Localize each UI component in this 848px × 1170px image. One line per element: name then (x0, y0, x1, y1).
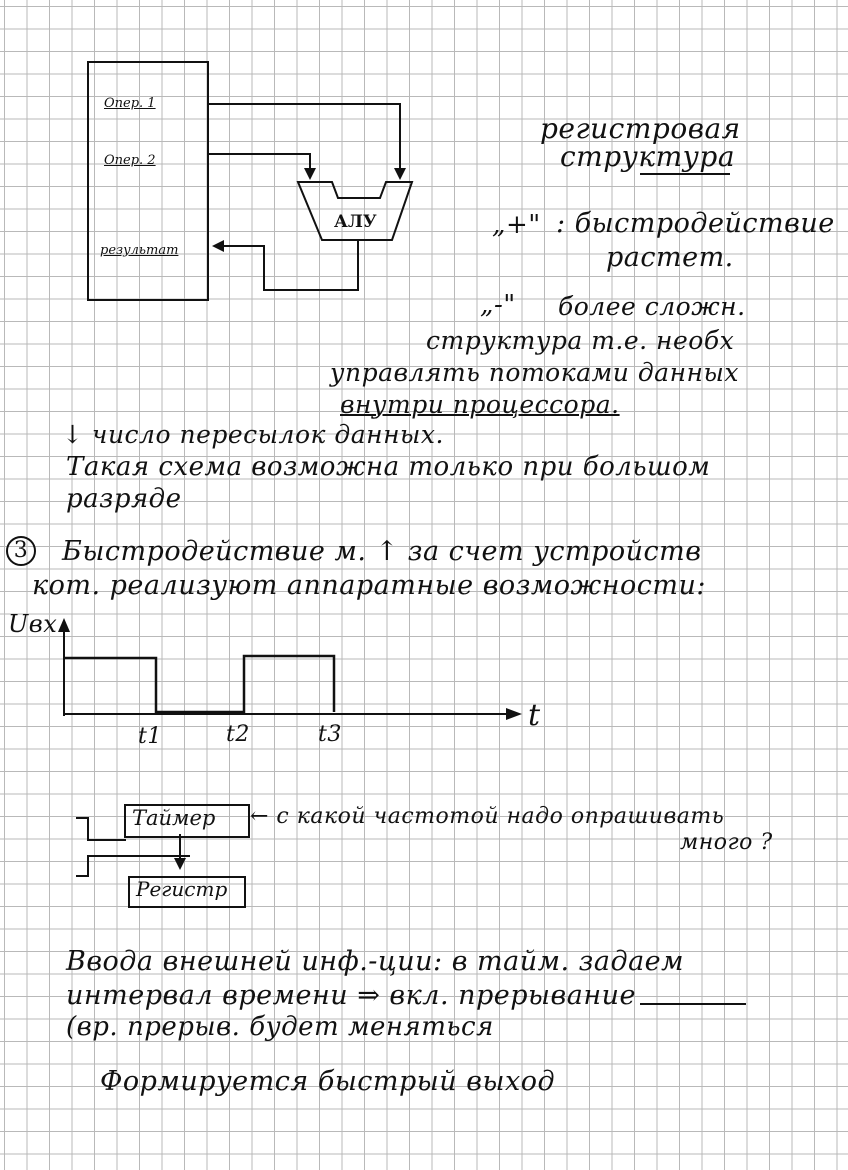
minus-text-line2: структура т.е. необх (426, 326, 735, 355)
result-label: результат (100, 243, 179, 258)
operand1-arrowhead (394, 168, 406, 180)
minus-marker: „-" (480, 290, 516, 320)
register-structure-line1: регистровая (540, 112, 741, 145)
y-axis-label: Uвх (8, 610, 58, 638)
bottom-note-line4: Формируется быстрый выход (100, 1066, 556, 1097)
y-axis-arrowhead (58, 618, 70, 632)
input-line-2 (76, 856, 190, 876)
wide-word-line2: разряде (66, 484, 182, 514)
timer-to-register-arrowhead (174, 858, 186, 870)
fewer-transfers-note: ↓ число пересылок данных. (62, 420, 444, 449)
operand2-arrow (208, 154, 310, 176)
item3-number: 3 (6, 536, 36, 566)
operand2-label: Опер. 2 (104, 153, 156, 168)
x-axis-arrowhead (506, 708, 522, 720)
timer-label: Таймер (132, 806, 216, 830)
minus-text-line1: более сложн. (558, 292, 746, 321)
tick-t2: t2 (226, 722, 250, 747)
register-structure-line2: структура (560, 140, 736, 173)
result-arrowhead (212, 240, 224, 252)
plus-text-line1: : быстродействие (556, 208, 835, 239)
timer-question-line1: ← с какой частотой надо опрашивать (250, 804, 725, 829)
x-axis-label: t (528, 698, 541, 733)
input-signal-wave (64, 656, 334, 712)
item3-text-line1: Быстродействие м. ↑ за счет устройств (62, 536, 702, 567)
operand2-arrowhead (304, 168, 316, 180)
bottom-note-line2: интервал времени ⇒ вкл. прерывание (66, 980, 637, 1011)
operand1-label: Опер. 1 (104, 96, 156, 111)
item3-text-line2: кот. реализуют аппаратные возможности: (32, 570, 707, 601)
tick-t3: t3 (318, 722, 342, 747)
operand1-arrow (208, 104, 400, 176)
minus-text-line3: управлять потоками данных (330, 358, 739, 387)
input-line-1 (76, 818, 126, 840)
plus-marker: „+" (492, 210, 541, 240)
register-label: Регистр (136, 877, 228, 901)
result-arrow (216, 240, 358, 290)
timer-question-line2: много ? (680, 830, 773, 855)
tick-t1: t1 (138, 724, 162, 749)
bottom-note-line3: (вр. прерыв. будет меняться (66, 1012, 494, 1042)
wide-word-line1: Такая схема возможна только при большом (66, 452, 711, 482)
minus-text-line4: внутри процессора. (340, 390, 620, 419)
plus-text-line2: растет. (606, 242, 734, 273)
alu-label: АЛУ (334, 212, 377, 232)
bottom-note-line1: Ввода внешней инф.-ции: в тайм. задаем (66, 946, 685, 977)
